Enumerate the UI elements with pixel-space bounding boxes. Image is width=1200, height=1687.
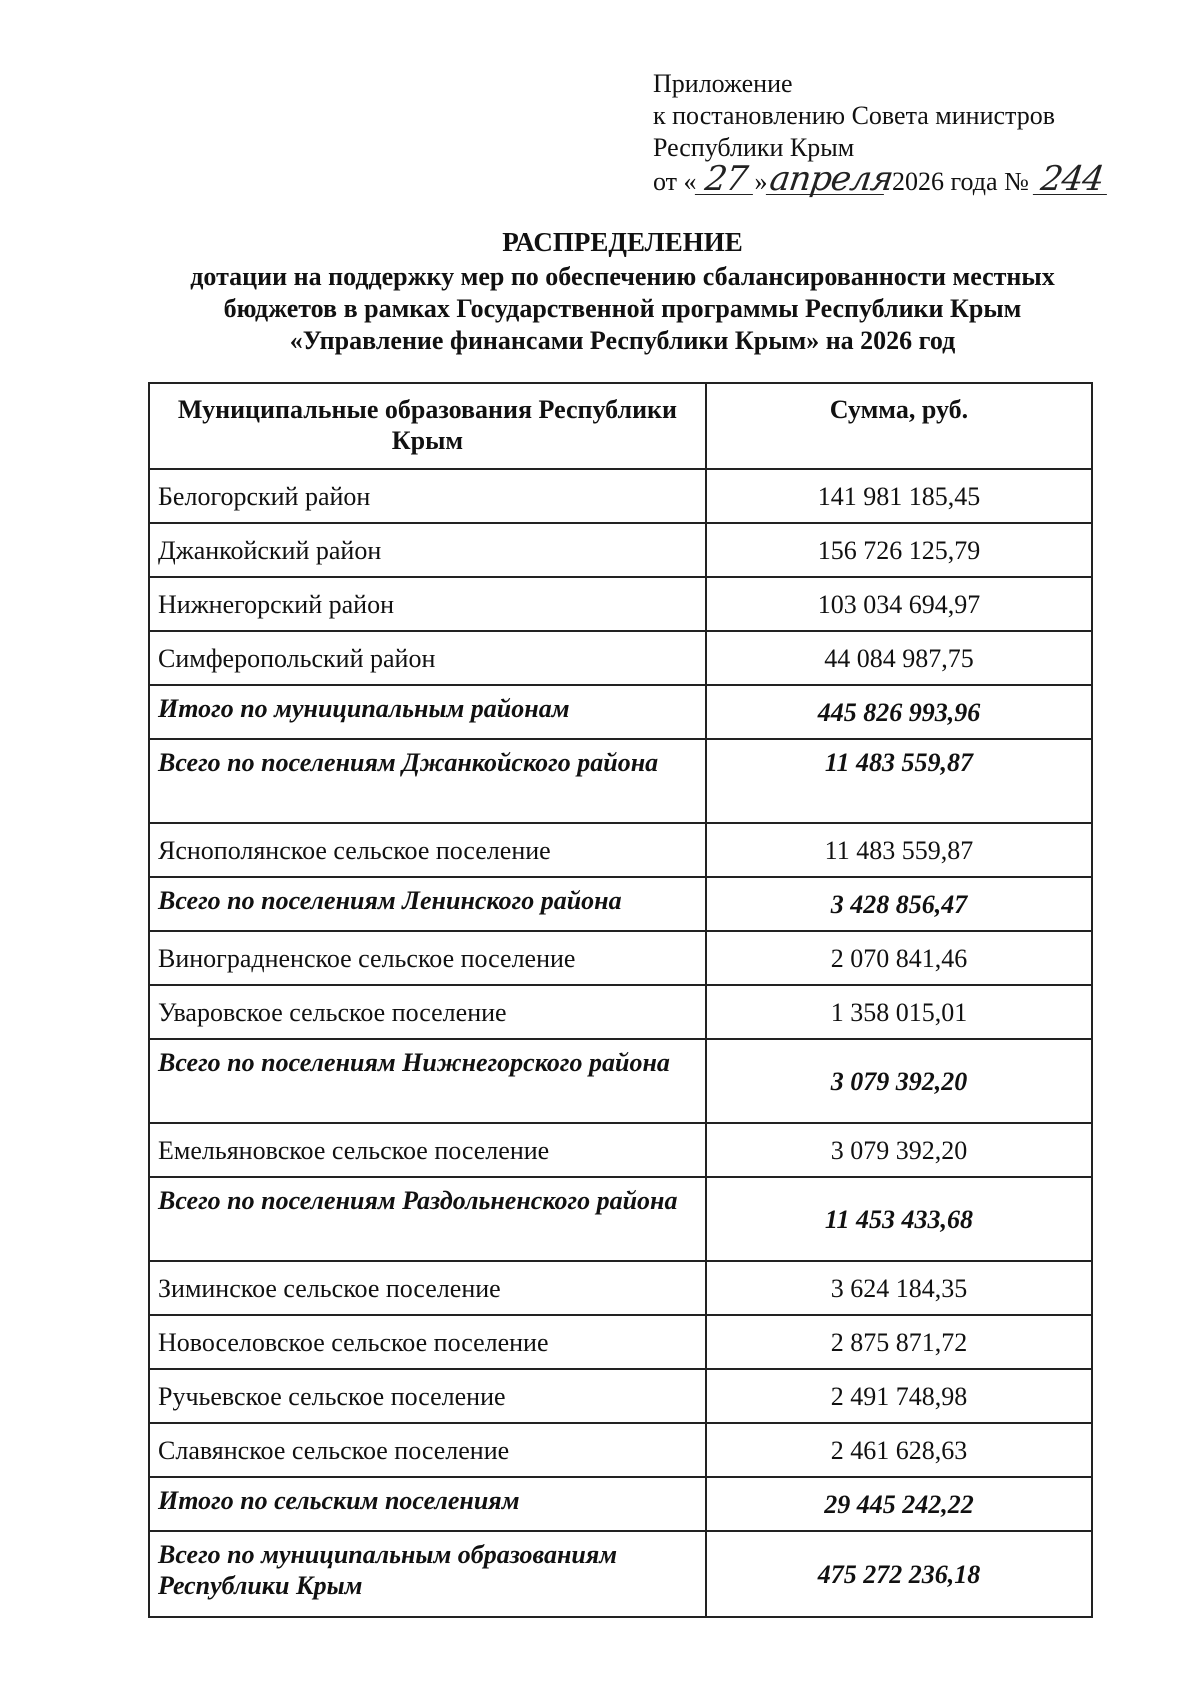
row-name: Всего по поселениям Джанкойского района — [149, 739, 706, 823]
row-name: Итого по сельским поселениям — [149, 1477, 706, 1531]
row-name: Новоселовское сельское поселение — [149, 1315, 706, 1369]
distribution-table — [148, 382, 1093, 1618]
row-amount: 475 272 236,18 — [706, 1531, 1092, 1617]
row-name: Всего по муниципальным образованиям Республики Крым — [149, 1531, 706, 1617]
row-amount: 3 428 856,47 — [706, 877, 1092, 931]
row-amount: 1 358 015,01 — [706, 985, 1092, 1039]
title-line-2: бюджетов в рамках Государственной программы Республики Крым — [223, 294, 1022, 323]
row-amount: 141 981 185,45 — [706, 469, 1092, 523]
row-name: Всего по поселениям Нижнегорского района — [149, 1039, 706, 1123]
header-amount: Сумма, руб. — [706, 383, 1092, 469]
date-year: 2026 года № — [892, 167, 1029, 196]
table-row — [149, 469, 1092, 523]
table-row — [149, 823, 1092, 877]
title-heading: РАСПРЕДЕЛЕНИЕ — [502, 227, 743, 257]
appendix-resolution: к постановлению Совета министров — [653, 101, 1055, 130]
row-name: Яснополянское сельское поселение — [149, 823, 706, 877]
appendix-header — [653, 68, 1109, 198]
subtotal-row — [149, 1039, 1092, 1123]
grand-total-row — [149, 1531, 1092, 1617]
title-line-1: дотации на поддержку мер по обеспечению сбалансированности местных — [190, 262, 1055, 291]
row-amount: 445 826 993,96 — [706, 685, 1092, 739]
row-name: Виноградненское сельское поселение — [149, 931, 706, 985]
table-row — [149, 523, 1092, 577]
row-amount: 3 079 392,20 — [706, 1123, 1092, 1177]
row-amount: 103 034 694,97 — [706, 577, 1092, 631]
row-amount: 3 624 184,35 — [706, 1261, 1092, 1315]
title-line-3: «Управление финансами Республики Крым» на 2026 год — [289, 326, 956, 355]
row-name: Белогорский район — [149, 469, 706, 523]
row-name: Уваровское сельское поселение — [149, 985, 706, 1039]
table-row — [149, 1369, 1092, 1423]
subtotal-row — [149, 877, 1092, 931]
row-name: Нижнегорский район — [149, 577, 706, 631]
row-name: Итого по муниципальным районам — [149, 685, 706, 739]
row-amount: 11 483 559,87 — [706, 739, 1092, 823]
row-name: Симферопольский район — [149, 631, 706, 685]
row-amount: 2 461 628,63 — [706, 1423, 1092, 1477]
table-row — [149, 1261, 1092, 1315]
handwritten-day: 27 — [694, 164, 756, 195]
appendix-date-line — [653, 159, 1109, 199]
row-name: Джанкойский район — [149, 523, 706, 577]
row-amount: 2 491 748,98 — [706, 1369, 1092, 1423]
table-row — [149, 631, 1092, 685]
row-amount: 2 875 871,72 — [706, 1315, 1092, 1369]
document-title — [0, 226, 1200, 357]
row-amount: 2 070 841,46 — [706, 931, 1092, 985]
table-row — [149, 931, 1092, 985]
row-name: Ручьевское сельское поселение — [149, 1369, 706, 1423]
table-row — [149, 1423, 1092, 1477]
table-header-row — [149, 383, 1092, 469]
table-row — [149, 577, 1092, 631]
table-row — [149, 985, 1092, 1039]
row-name: Емельяновское сельское поселение — [149, 1123, 706, 1177]
header-municipality: Муниципальные образования Республики Крым — [149, 383, 706, 469]
row-amount: 11 453 433,68 — [706, 1177, 1092, 1261]
row-amount: 156 726 125,79 — [706, 523, 1092, 577]
date-mid: » — [754, 167, 768, 196]
subtotal-row — [149, 1177, 1092, 1261]
row-name: Зиминское сельское поселение — [149, 1261, 706, 1315]
row-amount: 11 483 559,87 — [706, 823, 1092, 877]
subtotal-row — [149, 739, 1092, 823]
row-amount: 3 079 392,20 — [706, 1039, 1092, 1123]
row-name: Всего по поселениям Ленинского района — [149, 877, 706, 931]
appendix-label: Приложение — [653, 69, 793, 98]
row-amount: 29 445 242,22 — [706, 1477, 1092, 1531]
handwritten-month: апреля — [766, 159, 895, 199]
row-name: Славянское сельское поселение — [149, 1423, 706, 1477]
table-row — [149, 1315, 1092, 1369]
table-row — [149, 1123, 1092, 1177]
row-name: Всего по поселениям Раздольненского района — [149, 1177, 706, 1261]
date-prefix: от « — [653, 167, 697, 196]
handwritten-number: 244 — [1033, 164, 1111, 195]
subtotal-row — [149, 685, 1092, 739]
appendix-republic: Республики Крым — [653, 133, 855, 162]
subtotal-row — [149, 1477, 1092, 1531]
row-amount: 44 084 987,75 — [706, 631, 1092, 685]
